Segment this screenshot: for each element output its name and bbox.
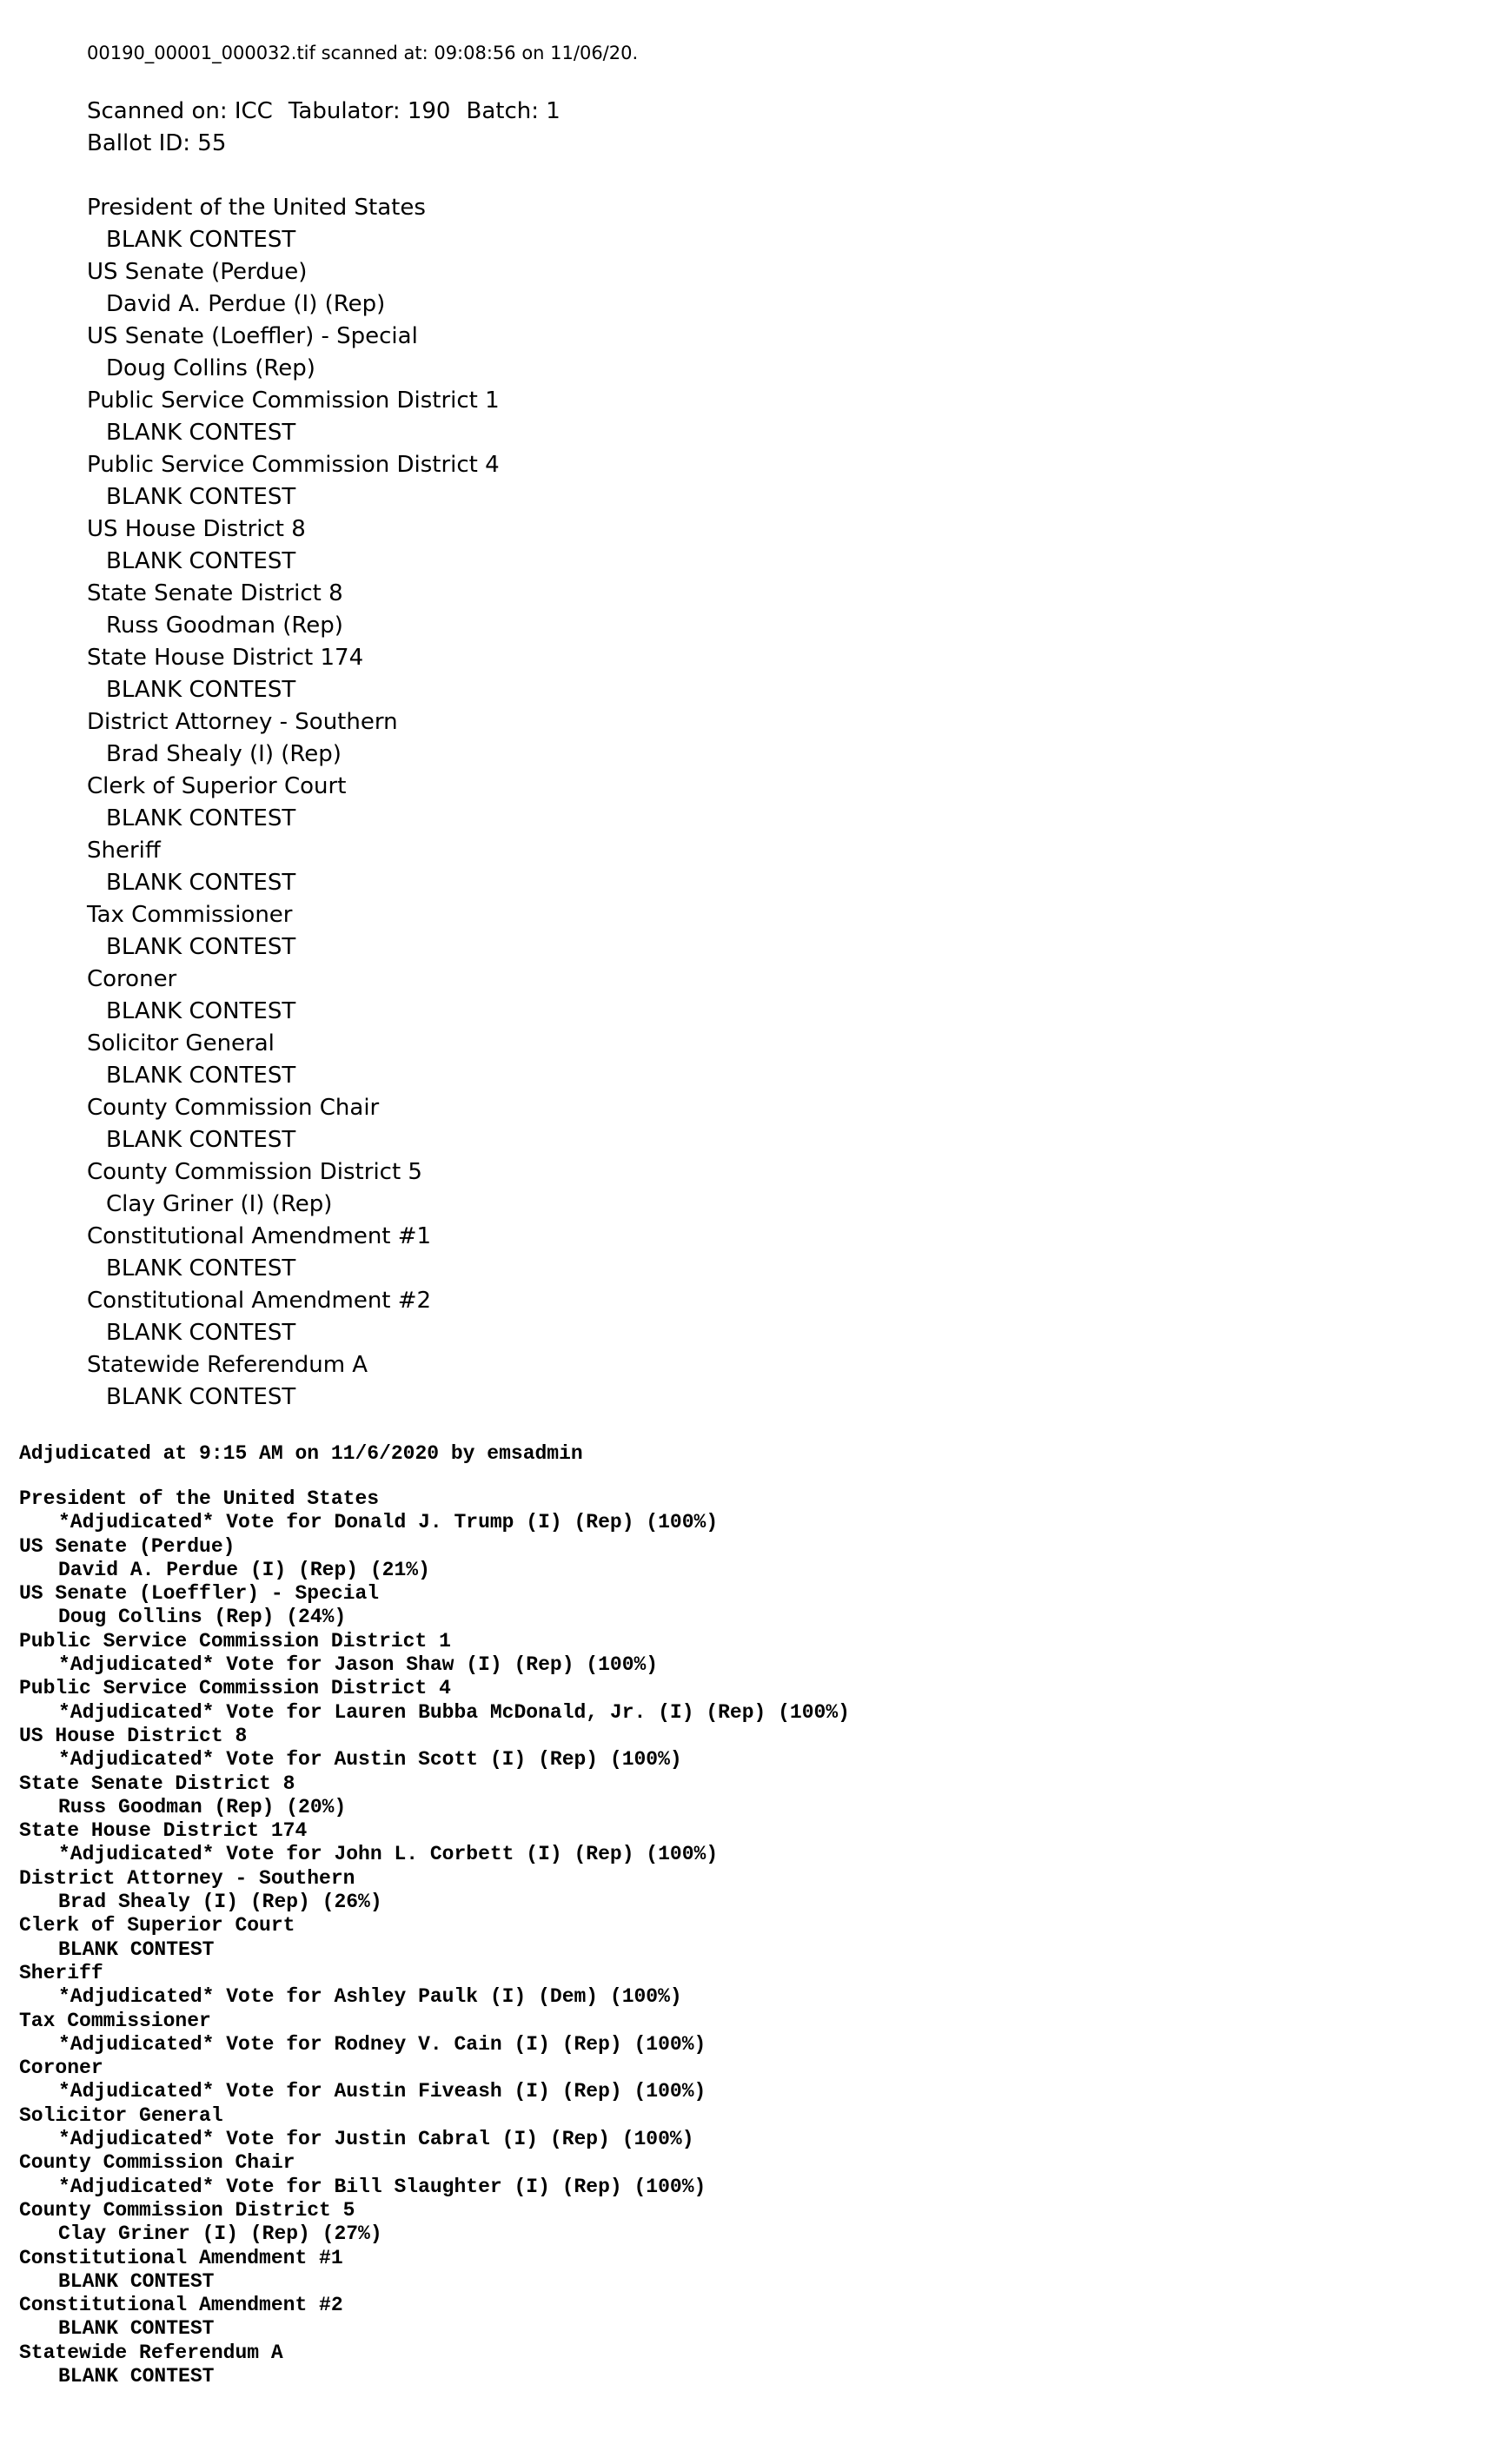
scanned-on: Scanned on: ICC (87, 98, 273, 124)
contest-result: BLANK CONTEST (106, 227, 296, 253)
tabulator: Tabulator: 190 (288, 98, 451, 124)
contest-result: *Adjudicated* Vote for Austin Scott (I) (Rep) (100%) (58, 1748, 682, 1772)
contest-result: *Adjudicated* Vote for Bill Slaughter (I) (Rep) (100%) (58, 2175, 707, 2198)
contest-name: County Commission Chair (19, 2151, 295, 2175)
contest-result: BLANK CONTEST (106, 1127, 296, 1153)
scanned-contest-list (87, 192, 500, 1414)
contest-result: David A. Perdue (I) (Rep) (21%) (58, 1558, 430, 1581)
contest-name: Solicitor General (19, 2103, 223, 2127)
contest-result: Doug Collins (Rep) (24%) (58, 1606, 347, 1629)
contest-result: BLANK CONTEST (106, 1063, 296, 1089)
contest-name: Public Service Commission District 4 (87, 452, 500, 478)
scan-meta-line (87, 96, 561, 128)
contest-name: State House District 174 (87, 645, 364, 671)
scan-meta (87, 96, 561, 160)
ballot-id: Ballot ID: 55 (87, 130, 227, 156)
contest-result: *Adjudicated* Vote for Ashley Paulk (I) (Dem) (100%) (58, 1985, 682, 2009)
contest-result: Clay Griner (I) (Rep) (27%) (58, 2222, 382, 2246)
contest-name: Public Service Commission District 1 (87, 387, 500, 414)
contest-result: *Adjudicated* Vote for Austin Fiveash (I) (Rep) (100%) (58, 2080, 707, 2103)
contest-name: Public Service Commission District 1 (19, 1629, 451, 1653)
contest-name: Constitutional Amendment #2 (87, 1288, 432, 1314)
contest-name: Clerk of Superior Court (19, 1914, 295, 1937)
contest-name: Tax Commissioner (19, 2009, 211, 2032)
contest-name: Sheriff (87, 838, 161, 864)
contest-name: County Commission District 5 (19, 2198, 355, 2222)
adjudicated-contest-list (19, 1487, 850, 2388)
batch: Batch: 1 (466, 98, 561, 124)
contest-result: Clay Griner (I) (Rep) (106, 1191, 333, 1217)
contest-result: BLANK CONTEST (106, 420, 296, 446)
contest-name: President of the United States (87, 195, 426, 221)
scan-header: 00190_00001_000032.tif scanned at: 09:08:56 on 11/06/20. (87, 43, 639, 63)
adjudication-section (19, 1441, 850, 2388)
contest-result: *Adjudicated* Vote for John L. Corbett (I) (Rep) (100%) (58, 1843, 719, 1866)
contest-name: US House District 8 (87, 516, 306, 542)
contest-result: *Adjudicated* Vote for Rodney V. Cain (I) (Rep) (100%) (58, 2032, 707, 2056)
contest-result: Doug Collins (Rep) (106, 355, 315, 381)
contest-result: BLANK CONTEST (106, 934, 296, 960)
contest-result: David A. Perdue (I) (Rep) (106, 291, 386, 317)
contest-name: Solicitor General (87, 1030, 275, 1056)
contest-name: Statewide Referendum A (87, 1352, 368, 1378)
contest-name: US Senate (Perdue) (19, 1534, 236, 1558)
contest-result: BLANK CONTEST (58, 2364, 215, 2388)
contest-name: District Attorney - Southern (87, 709, 398, 735)
contest-name: Tax Commissioner (87, 902, 293, 928)
contest-result: Russ Goodman (Rep) (20%) (58, 1795, 347, 1818)
adjudication-header: Adjudicated at 9:15 AM on 11/6/2020 by emsadmin (19, 1442, 583, 1465)
contest-result: *Adjudicated* Vote for Jason Shaw (I) (Rep) (100%) (58, 1653, 659, 1677)
contest-name: State House District 174 (19, 1819, 308, 1843)
contest-name: Constitutional Amendment #1 (87, 1223, 432, 1249)
contest-name: US House District 8 (19, 1724, 248, 1747)
contest-name: Constitutional Amendment #2 (19, 2294, 343, 2317)
contest-name: Constitutional Amendment #1 (19, 2246, 343, 2269)
contest-name: President of the United States (19, 1487, 380, 1510)
contest-result: BLANK CONTEST (106, 677, 296, 703)
contest-result: BLANK CONTEST (58, 2269, 215, 2293)
contest-name: District Attorney - Southern (19, 1866, 355, 1890)
contest-result: *Adjudicated* Vote for Justin Cabral (I) (Rep) (100%) (58, 2128, 694, 2151)
contest-name: Sheriff (19, 1961, 103, 1984)
contest-name: US Senate (Perdue) (87, 259, 308, 285)
contest-result: Russ Goodman (Rep) (106, 613, 343, 639)
contest-result: Brad Shealy (I) (Rep) (106, 741, 342, 767)
contest-result: BLANK CONTEST (106, 548, 296, 574)
contest-result: BLANK CONTEST (106, 1255, 296, 1282)
contest-result: *Adjudicated* Vote for Lauren Bubba McDonald, Jr. (I) (Rep) (100%) (58, 1700, 850, 1724)
contest-name: County Commission Chair (87, 1095, 380, 1121)
contest-name: Clerk of Superior Court (87, 773, 347, 799)
contest-result: BLANK CONTEST (106, 1320, 296, 1346)
contest-result: BLANK CONTEST (58, 1937, 215, 1961)
contest-result: BLANK CONTEST (106, 1384, 296, 1410)
contest-result: BLANK CONTEST (106, 998, 296, 1024)
contest-result: BLANK CONTEST (106, 870, 296, 896)
contest-name: Coroner (19, 2057, 103, 2080)
contest-name: County Commission District 5 (87, 1159, 422, 1185)
contest-name: Coroner (87, 966, 177, 992)
contest-result: BLANK CONTEST (106, 805, 296, 831)
contest-name: Public Service Commission District 4 (19, 1677, 451, 1700)
contest-name: Statewide Referendum A (19, 2341, 283, 2364)
contest-result: *Adjudicated* Vote for Donald J. Trump (I) (Rep) (100%) (58, 1511, 719, 1534)
contest-name: State Senate District 8 (19, 1772, 295, 1795)
contest-result: BLANK CONTEST (106, 484, 296, 510)
contest-result: BLANK CONTEST (58, 2317, 215, 2341)
contest-name: US Senate (Loeffler) - Special (19, 1582, 380, 1606)
contest-name: US Senate (Loeffler) - Special (87, 323, 418, 349)
contest-result: Brad Shealy (I) (Rep) (26%) (58, 1891, 382, 1914)
contest-name: State Senate District 8 (87, 580, 343, 606)
